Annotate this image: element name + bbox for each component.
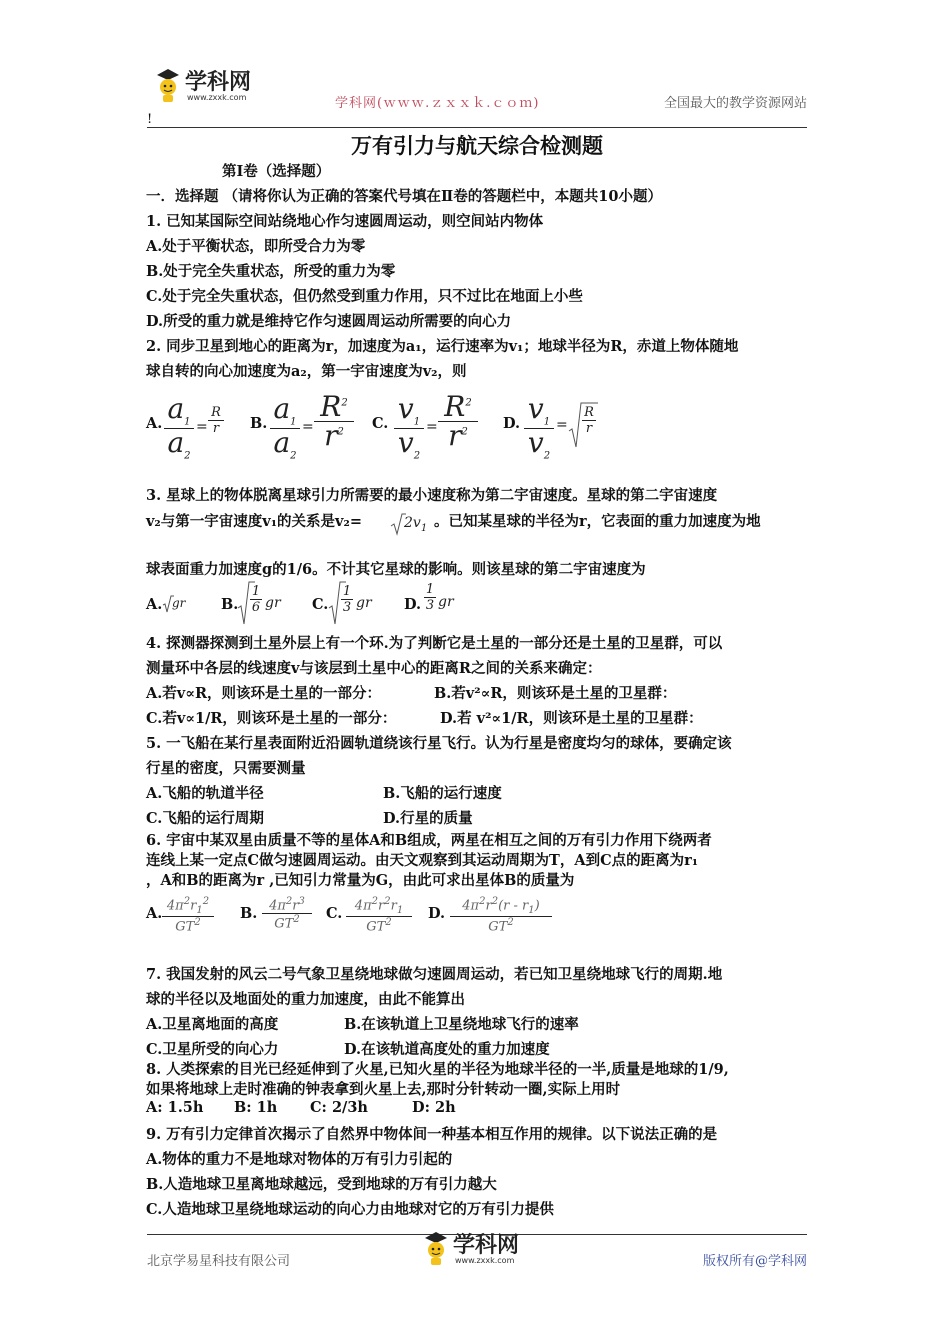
header-divider: [147, 127, 807, 128]
q8-option-d: D: 2h: [412, 1099, 456, 1116]
page-header: [147, 60, 807, 130]
q3-label-b: B.: [221, 596, 239, 613]
logo-url: www.zxxk.com: [187, 93, 247, 102]
q7-stem-line1: 7. 我国发射的风云二号气象卫星绕地球做匀速圆周运动，若已知卫星绕地球飞行的周期.地: [146, 966, 723, 983]
q5-option-d: D.行星的质量: [383, 810, 473, 827]
q2-label-d: D.: [503, 415, 521, 432]
logo-text: 学科网: [453, 1233, 520, 1258]
site-logo[interactable]: [155, 65, 265, 107]
q4-option-c: C.若v∝1/R，则该环是土星的一部分：: [146, 710, 397, 727]
q1-option-a: A.处于平衡状态，即所受合力为零: [146, 238, 366, 255]
q7-option-a: A.卫星离地面的高度: [146, 1016, 279, 1033]
q6-stem-line3: ，A和B的距离为r ,已知引力常量为G，由此可求出星体B的质量为: [146, 872, 575, 889]
footer-logo[interactable]: [423, 1228, 533, 1270]
q8-option-b: B: 1h: [234, 1099, 278, 1116]
q3-formula-c: 1 3 gr: [328, 580, 378, 628]
q7-option-d: D.在该轨道高度处的重力加速度: [344, 1041, 550, 1058]
q6-formula-b: $4\pi^2r^3$ $GT^2$: [262, 896, 318, 950]
q8-option-a: A: 1.5h: [146, 1099, 204, 1116]
q4-option-d: D.若 v²∝1/R，则该环是土星的卫星群：: [440, 710, 703, 727]
q9-stem: 9. 万有引力定律首次揭示了自然界中物体间一种基本相互作用的规律。以下说法正确的是: [146, 1126, 718, 1143]
q2-formula-a: $a_1$ $a_2$ = R r: [164, 395, 232, 475]
q4-option-a: A.若v∝R，则该环是土星的一部分：: [146, 685, 382, 702]
q6-stem-line1: 6. 宇宙中某双星由质量不等的星体A和B组成，两星在相互之间的万有引力作用下绕两者: [146, 832, 712, 849]
q6-formula-a: $4\pi^2r_1^2$ $GT^2$: [162, 896, 218, 950]
q8-stem-line2: 如果将地球上走时准确的钟表拿到火星上去,那时分针转动一圈,实际上用时: [146, 1081, 621, 1098]
q3-stem-line2b: 。已知某星球的半径为r，它表面的重力加速度为地: [434, 513, 761, 530]
q2-formula-d: $v_1$ $v_2$ = R r: [524, 395, 604, 475]
q5-option-a: A.飞船的轨道半径: [146, 785, 264, 802]
q4-stem-line1: 4. 探测器探测到土星外层上有一个环.为了判断它是土星的一部分还是土星的卫星群，可以: [146, 635, 723, 652]
q5-stem-line2: 行星的密度，只需要测量: [146, 760, 306, 777]
logo-url: www.zxxk.com: [455, 1256, 515, 1265]
q3-relation-formula: $2v_1$: [390, 512, 432, 540]
q7-stem-line2: 球的半径以及地面处的重力加速度，由此不能算出: [146, 991, 465, 1008]
q2-formula-c: $v_1$ $v_2$ = $R^2$ $r^2$: [394, 393, 484, 473]
q6-label-b: B.: [240, 905, 258, 922]
q9-option-a: A.物体的重力不是地球对物体的万有引力引起的: [146, 1151, 453, 1168]
q3-stem-line3: 球表面重力加速度g的1/6。不计其它星球的影响。则该星球的第二宇宙速度为: [146, 561, 646, 578]
footer-copyright[interactable]: 版权所有@学科网: [702, 1254, 807, 1269]
q9-option-b: B.人造地球卫星离地球越远，受到地球的万有引力越大: [146, 1176, 497, 1193]
q5-stem-line1: 5. 一飞船在某行星表面附近沿圆轨道绕该行星飞行。认为行星是密度均匀的球体，要确定该: [146, 735, 732, 752]
q2-formula-b: $a_1$ $a_2$ = $R^2$ $r^2$: [270, 393, 360, 473]
site-slogan: 全国最大的教学资源网站: [663, 96, 807, 111]
q2-label-a: A.: [146, 415, 163, 432]
q2-stem-line2: 球自转的向心加速度为a₂，第一宇宙速度为v₂，则: [146, 363, 467, 380]
q1-option-c: C.处于完全失重状态，但仍然受到重力作用，只不过比在地面上小些: [146, 288, 583, 305]
q6-label-c: C.: [326, 905, 343, 922]
q3-stem-line1: 3. 星球上的物体脱离星球引力所需要的最小速度称为第二宇宙速度。星球的第二宇宙速度: [146, 487, 718, 504]
q1-stem: 1. 已知某国际空间站绕地心作匀速圆周运动，则空间站内物体: [146, 213, 544, 230]
section-heading: 第Ⅰ卷（选择题）: [222, 163, 331, 180]
q6-formula-c: $4\pi^2r^2r_1$ $GT^2$: [346, 896, 416, 950]
q6-label-d: D.: [428, 905, 446, 922]
q5-option-c: C.飞船的运行周期: [146, 810, 264, 827]
q6-label-a: A.: [146, 905, 163, 922]
logo-text: 学科网: [185, 70, 252, 95]
q3-stem-line2a: v₂与第一宇宙速度v₁的关系是v₂=: [146, 513, 362, 530]
header-mark: !: [147, 112, 153, 127]
instructions: 一．选择题 （请将你认为正确的答案代号填在Ⅱ卷的答题栏中，本题共10小题）: [146, 188, 662, 205]
q4-option-b: B.若v²∝R，则该环是土星的卫星群：: [434, 685, 677, 702]
q8-option-c: C: 2/3h: [310, 1099, 368, 1116]
q3-label-d: D.: [404, 596, 422, 613]
footer-company: 北京学易星科技有限公司: [147, 1254, 291, 1269]
q3-formula-b: 1 6 gr: [237, 580, 287, 628]
site-link[interactable]: 学科网(ｗｗｗ.ｚｘｘｋ.ｃｏｍ): [335, 96, 540, 111]
q6-formula-d: $4\pi^2r^2(r - r_1)$ $GT^2$: [450, 896, 556, 950]
q8-stem-line1: 8. 人类探索的目光已经延伸到了火星,已知火星的半径为地球半径的一半,质量是地球的1/9,: [146, 1061, 729, 1078]
q2-stem-line1: 2. 同步卫星到地心的距离为r，加速度为a₁，运行速率为v₁；地球半径为R，赤道上物体随地: [146, 338, 739, 355]
q7-option-c: C.卫星所受的向心力: [146, 1041, 279, 1058]
q5-option-b: B.飞船的运行速度: [383, 785, 502, 802]
q7-option-b: B.在该轨道上卫星绕地球飞行的速率: [344, 1016, 579, 1033]
q1-option-b: B.处于完全失重状态，所受的重力为零: [146, 263, 396, 280]
q9-option-c: C.人造地球卫星绕地球运动的向心力由地球对它的万有引力提供: [146, 1201, 554, 1218]
mascot-icon: [423, 1230, 449, 1266]
page-title: 万有引力与航天综合检测题: [351, 134, 603, 158]
q2-label-b: B.: [250, 415, 268, 432]
q3-label-c: C.: [312, 596, 329, 613]
q4-stem-line2: 测量环中各层的线速度v与该层到土星中心的距离R之间的关系来确定：: [146, 660, 602, 677]
mascot-icon: [155, 67, 181, 103]
q2-label-c: C.: [372, 415, 389, 432]
q3-formula-a: gr: [162, 594, 194, 616]
q3-label-a: A.: [146, 596, 163, 613]
q3-formula-d: 1 3 gr: [425, 582, 454, 613]
q6-stem-line2: 连线上某一定点C做匀速圆周运动。由天文观察到其运动周期为T，A到C点的距离为r₁: [146, 852, 699, 869]
q1-option-d: D.所受的重力就是维持它作匀速圆周运动所需要的向心力: [146, 313, 512, 330]
